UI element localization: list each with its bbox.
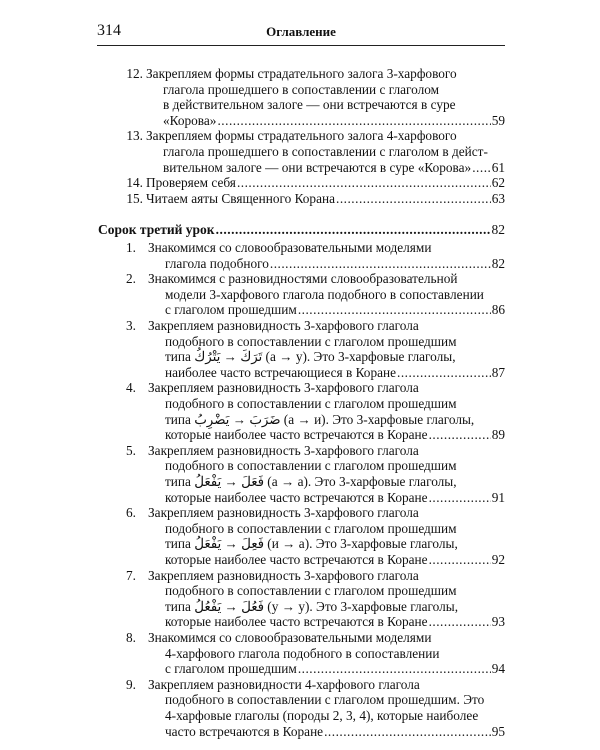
entry-number: 15. bbox=[126, 190, 143, 206]
entry-page: 63 bbox=[491, 190, 505, 206]
toc-entry[interactable] bbox=[163, 113, 505, 129]
entry-text-line: Закрепляем формы страдательного залога 4-харфового bbox=[146, 128, 457, 144]
running-title: Оглавление bbox=[266, 24, 336, 39]
entry-text-line: типа فَعَلَ → يَفْعَلُ (а → а). Это 3-харфовые глаголы, bbox=[165, 474, 457, 489]
leader-dots bbox=[336, 191, 491, 207]
entry-text-line: типа تَرَكَ → يَتْرُكُ (а → у). Это 3-харфовые глаголы, bbox=[165, 349, 456, 365]
entry-text-line: Знакомимся с разновидностями словообразовательной bbox=[148, 271, 458, 287]
entry-last-line: которые наиболее часто встречаются в Коране bbox=[165, 614, 428, 630]
entry-text-line: 4-харфовые глаголы (породы 2, 3, 4), которые наиболее bbox=[165, 708, 479, 723]
entry-text-line: Закрепляем формы страдательного залога 3-харфового bbox=[146, 66, 457, 81]
entry-number: 13. bbox=[126, 128, 143, 144]
entry-page: 92 bbox=[491, 552, 505, 567]
entry-number: 14. bbox=[126, 175, 143, 191]
entry-number: 8. bbox=[126, 630, 136, 645]
entry-number: 3. bbox=[126, 318, 136, 333]
toc-entry[interactable] bbox=[165, 427, 505, 443]
toc-entry[interactable] bbox=[165, 302, 505, 318]
entry-text-line: глагола прошедшего в сопоставлении с глаголом в дейст- bbox=[163, 144, 488, 159]
entry-number: 6. bbox=[126, 505, 136, 521]
entry-page: 61 bbox=[491, 159, 505, 175]
toc-entry[interactable] bbox=[146, 175, 505, 191]
entry-last-line: которые наиболее часто встречаются в Коране bbox=[165, 552, 428, 567]
entry-page: 95 bbox=[491, 723, 505, 739]
toc-entry[interactable] bbox=[165, 256, 505, 272]
leader-dots bbox=[472, 160, 490, 176]
leader-dots bbox=[216, 222, 491, 238]
entry-last-line: «Корова» bbox=[163, 112, 217, 128]
entry-page: 91 bbox=[491, 489, 505, 505]
entry-last-line: часто встречаются в Коране bbox=[165, 723, 324, 739]
toc-entry[interactable] bbox=[165, 614, 505, 630]
entry-text-line: типа ضَرَبَ → يَضْرِبُ (а → и). Это 3-харфовые глаголы, bbox=[165, 411, 475, 427]
toc-entry[interactable] bbox=[165, 661, 505, 677]
entry-last-line: которые наиболее часто встречаются в Коране bbox=[165, 427, 428, 443]
entry-page: 86 bbox=[491, 302, 505, 318]
entry-number: 2. bbox=[126, 271, 136, 287]
toc-entry[interactable] bbox=[165, 365, 505, 381]
entry-number: 7. bbox=[126, 567, 136, 583]
entry-text-line: Закрепляем разновидность 3-харфового глагола bbox=[148, 442, 419, 458]
entry-last-line: Проверяем себя bbox=[146, 175, 236, 191]
leader-dots bbox=[429, 490, 491, 506]
entry-text-line: подобного в сопоставлении с глаголом прошедшим bbox=[165, 333, 457, 349]
leader-dots bbox=[298, 302, 491, 318]
entry-text-line: подобного в сопоставлении с глаголом прошедшим bbox=[165, 458, 457, 474]
entry-page: 82 bbox=[491, 255, 505, 271]
entry-page: 62 bbox=[491, 175, 505, 191]
page-number: 314 bbox=[97, 22, 121, 39]
entry-number: 12. bbox=[126, 66, 143, 81]
entry-text-line: подобного в сопоставлении с глаголом прошедшим. Это bbox=[165, 692, 485, 708]
leader-dots bbox=[270, 256, 491, 272]
leader-dots bbox=[237, 175, 491, 191]
entry-text-line: глагола прошедшего в сопоставлении с глаголом bbox=[163, 81, 440, 97]
entry-text-line: Закрепляем разновидность 3-харфового глагола bbox=[148, 380, 419, 396]
entry-last-line: вительном залоге — они встречаются в суре «Корова» bbox=[163, 159, 472, 175]
entry-text-line: Закрепляем разновидности 4-харфового глагола bbox=[148, 676, 420, 692]
entry-text-line: Закрепляем разновидность 3-харфового глагола bbox=[148, 318, 419, 333]
leader-dots bbox=[397, 365, 491, 381]
entry-text-line: Закрепляем разновидность 3-харфового глагола bbox=[148, 567, 419, 583]
toc-entry[interactable] bbox=[165, 490, 505, 506]
entry-text-line: Знакомимся со словообразовательными моделями bbox=[148, 630, 432, 645]
entry-last-line: Читаем аяты Священного Корана bbox=[146, 190, 335, 206]
leader-dots bbox=[217, 113, 490, 129]
entry-page: 94 bbox=[491, 661, 505, 677]
entry-page: 93 bbox=[491, 614, 505, 630]
entry-last-line: с глаголом прошедшим bbox=[165, 661, 297, 677]
entry-text-line: типа فَعُلَ → يَفْعُلُ (у → у). Это 3-харфовые глаголы, bbox=[165, 598, 459, 614]
lesson-page: 82 bbox=[491, 222, 505, 237]
entry-number: 1. bbox=[126, 240, 136, 255]
leader-dots bbox=[324, 724, 491, 740]
entry-text-line: подобного в сопоставлении с глаголом прошедшим bbox=[165, 583, 457, 599]
toc-entry[interactable] bbox=[146, 191, 505, 207]
leader-dots bbox=[429, 552, 491, 568]
entry-number: 9. bbox=[126, 676, 136, 692]
entry-text-line: подобного в сопоставлении с глаголом прошедшим bbox=[165, 396, 457, 411]
entry-text-line: типа فَعِلَ → يَفْعَلُ (и → а). Это 3-харфовые глаголы, bbox=[165, 536, 458, 552]
entry-page: 87 bbox=[491, 364, 505, 380]
toc-entry[interactable] bbox=[165, 552, 505, 568]
entry-last-line: глагола подобного bbox=[165, 255, 269, 271]
entry-text-line: 4-харфового глагола подобного в сопоставлении bbox=[165, 645, 440, 661]
entry-number: 4. bbox=[126, 380, 136, 396]
entry-last-line: которые наиболее часто встречаются в Коране bbox=[165, 489, 428, 505]
entry-text-line: модели 3-харфового глагола подобного в сопоставлении bbox=[165, 286, 484, 302]
entry-text-line: подобного в сопоставлении с глаголом прошедшим bbox=[165, 520, 457, 536]
entry-text-line: в действительном залоге — они встречаются в суре bbox=[163, 97, 456, 113]
entry-last-line: наиболее часто встречающиеся в Коране bbox=[165, 364, 397, 380]
entry-text-line: Знакомимся со словообразовательными моделями bbox=[148, 240, 432, 255]
leader-dots bbox=[429, 427, 491, 443]
toc-entry[interactable] bbox=[163, 160, 505, 176]
entry-page: 89 bbox=[491, 427, 505, 443]
lesson-title: Сорок третий урок bbox=[98, 222, 215, 237]
entry-text-line: Закрепляем разновидность 3-харфового глагола bbox=[148, 505, 419, 521]
entry-number: 5. bbox=[126, 442, 136, 458]
entry-last-line: с глаголом прошедшим bbox=[165, 302, 297, 318]
lesson-heading[interactable] bbox=[98, 222, 505, 238]
leader-dots bbox=[429, 614, 491, 630]
leader-dots bbox=[298, 661, 491, 677]
toc-entry[interactable] bbox=[165, 724, 505, 740]
entry-page: 59 bbox=[491, 112, 505, 128]
